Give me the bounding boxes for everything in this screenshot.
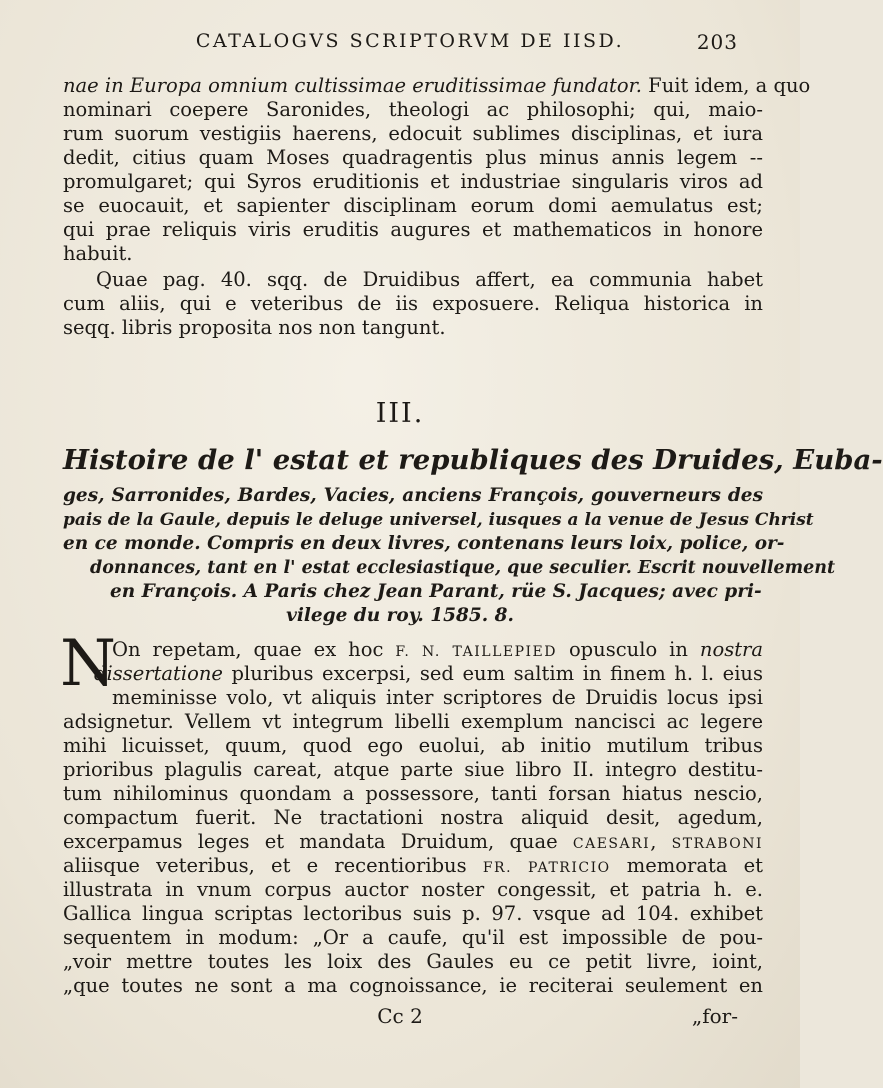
text-line: prioribus plagulis careat, atque parte siue libro II. integro destitu- [63,758,763,781]
text-line [112,638,763,664]
running-title: CATALOGVS SCRIPTORVM DE IISD. [195,30,625,52]
text-line: cum aliis, qui e veteribus de iis exposuere. Reliqua historica in [63,292,763,315]
catchword: „for- [691,1004,738,1028]
text-run: excerpamus leges et mandata Druidum, quae [63,830,573,853]
text-line: qui prae reliquis viris eruditis augures et mathematicos in honore [63,218,763,241]
text-line: compactum fuerit. Ne tractationi nostra aliquid desit, agedum, [63,806,763,829]
heading-line: en François. A Paris chez Jean Parant, rüe S. Jacques; avec pri- [110,581,762,602]
text-line: sequentem in modum: „Or a caufe, qu'il est impossible de pou- [63,926,763,949]
drop-cap: N [60,627,116,701]
text-line: adsignetur. Vellem vt integrum libelli exemplum nanciscі ac legere [63,710,763,733]
text-line: seqq. libris proposita nos non tangunt. [63,316,446,339]
section-heading: Histoire de l' estat et republiques des Druides, Euba- [63,444,883,476]
text-run: On repetam, quae ex hoc [112,638,396,661]
text-run: pluribus excerpsi, sed eum saltim in finem h. l. eius [222,662,763,685]
text-run: Fuit idem, a quo [641,74,811,97]
text-line: rum suorum vestigiis haerens, edocuit sublimes disciplinas, et iura [63,122,763,145]
text-line: dedit, citius quam Moses quadragentis plus minus annis legem -- [63,146,763,169]
text-line: „que toutes ne sont a ma cognoissance, ie reciterai seulement en [63,974,763,997]
author-name: FR. PATRICIO [482,860,611,876]
heading-line: vilege du roy. 1585. 8. [286,605,514,626]
text-line: Quae pag. 40. sqq. de Druidibus affert, ea communia habet [96,268,763,291]
text-run: aliisque veteribus, et e recentioribus [63,854,483,877]
text-line: tum nihilominus quondam a possessore, tanti forsan hiatus nescio, [63,782,763,805]
section-number: III. [375,398,425,429]
text-line: meminisse volo, vt aliquis inter scriptores de Druidis locus ipsi [112,686,763,709]
text-line: „voir mettre toutes les loix des Gaules eu ce petit livre, ioint, [63,950,763,973]
heading-line: en ce monde. Compris en deux livres, contenans leurs loix, police, or- [63,533,785,554]
author-name: CAESARI [572,836,651,852]
text-line [63,830,763,856]
text-line: se euocauit, et sapienter disciplinam eorum domi aemulatus est; [63,194,763,217]
text-line: nominari coepere Saronides, theologi ac philosophi; qui, maio- [63,98,763,121]
heading-line: pais de la Gaule, depuis le deluge universel, iusques a la venue de Jesus Christ [63,510,814,530]
text-line: illustrata in vnum corpus auctor noster congessit, et patria h. e. [63,878,763,901]
text-line: Gallica lingua scriptas lectoribus suis p. 97. vsque ad 104. exhibet [63,902,763,925]
page-number: 203 [696,30,738,54]
text-line: promulgaret; qui Syros eruditionis et industriae singularis viros ad [63,170,763,193]
italic-phrase: nostra [699,638,763,661]
text-line [94,662,763,686]
heading-line: ges, Sarronides, Bardes, Vacies, anciens François, gouverneurs des [63,485,763,506]
signature-mark: Cc 2 [377,1004,423,1028]
author-name: F. N. TAILLEPIED [395,644,557,660]
text-line [63,74,811,98]
text-line: habuit. [63,242,133,265]
heading-line: donnances, tant en l' estat ecclesiastique, que seculier. Escrit nouvellement [90,558,836,578]
author-name: STRABONI [671,836,764,852]
text-run: , [650,830,672,853]
text-run: opusculo in [556,638,700,661]
text-line [63,854,763,880]
text-run: memorata et [610,854,764,877]
italic-phrase: dissertatione [94,662,223,685]
text-line: mihi licuisset, quum, quod ego euolui, ab initio mutilum tribus [63,734,763,757]
italic-phrase: nae in Europa omnium cultissimae eruditissimae fundator. [63,74,642,97]
running-header [0,24,800,64]
